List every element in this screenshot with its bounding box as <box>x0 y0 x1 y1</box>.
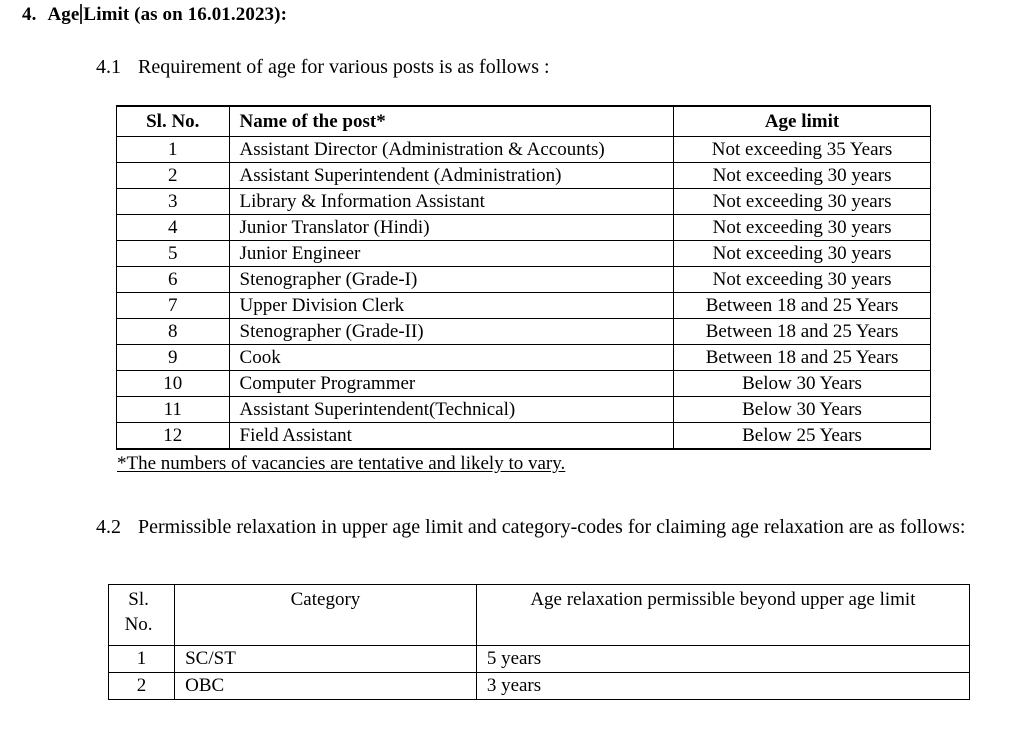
cell-age: Not exceeding 35 Years <box>674 137 931 163</box>
cell-post: Assistant Director (Administration & Accounts) <box>229 137 674 163</box>
cell-age: Not exceeding 30 years <box>674 241 931 267</box>
subsection-4-1-number: 4.1 <box>96 56 121 78</box>
cell-sl: 7 <box>117 293 230 319</box>
cell-sl: 4 <box>117 215 230 241</box>
cell-post: Computer Programmer <box>229 371 674 397</box>
column-header-sl-no <box>109 585 175 646</box>
cell-sl: 5 <box>117 241 230 267</box>
table-row <box>117 215 931 241</box>
cell-age: Below 30 Years <box>674 397 931 423</box>
cell-category: SC/ST <box>175 646 477 673</box>
cell-sl: 1 <box>109 646 175 673</box>
subsection-4-1 <box>96 54 976 80</box>
column-header-sl-no: Sl. No. <box>117 106 230 137</box>
cell-sl: 10 <box>117 371 230 397</box>
cell-post: Assistant Superintendent (Administration) <box>229 163 674 189</box>
table-row <box>117 189 931 215</box>
cell-sl: 1 <box>117 137 230 163</box>
table-header-row <box>109 585 970 646</box>
cell-relaxation: 3 years <box>476 673 969 700</box>
cell-relaxation: 5 years <box>476 646 969 673</box>
column-header-sl-line2: No. <box>124 614 153 635</box>
cell-sl: 2 <box>109 673 175 700</box>
cell-age: Not exceeding 30 years <box>674 267 931 293</box>
table-row <box>117 137 931 163</box>
subsection-4-1-text: Requirement of age for various posts is as follows : <box>138 56 550 78</box>
cell-sl: 6 <box>117 267 230 293</box>
cell-age: Not exceeding 30 years <box>674 189 931 215</box>
subsection-4-2-text: Permissible relaxation in upper age limit and category-codes for claiming age relaxation are as follows: <box>138 516 966 538</box>
cell-post: Library & Information Assistant <box>229 189 674 215</box>
table-row <box>109 646 970 673</box>
cell-sl: 8 <box>117 319 230 345</box>
cell-post: Field Assistant <box>229 423 674 450</box>
table-row <box>117 293 931 319</box>
column-header-post: Name of the post* <box>229 106 674 137</box>
table-row <box>117 241 931 267</box>
table-row <box>109 673 970 700</box>
cell-category: OBC <box>175 673 477 700</box>
subsection-4-2 <box>96 514 986 540</box>
column-header-relaxation: Age relaxation permissible beyond upper age limit <box>476 585 969 646</box>
cell-post: Assistant Superintendent(Technical) <box>229 397 674 423</box>
table-row <box>117 423 931 450</box>
cell-post: Stenographer (Grade-II) <box>229 319 674 345</box>
cell-age: Between 18 and 25 Years <box>674 293 931 319</box>
table-row <box>117 163 931 189</box>
age-relaxation-table <box>108 584 970 700</box>
cell-age: Below 30 Years <box>674 371 931 397</box>
cell-post: Junior Translator (Hindi) <box>229 215 674 241</box>
column-header-category: Category <box>175 585 477 646</box>
table-header-row <box>117 106 931 137</box>
column-header-age: Age limit <box>674 106 931 137</box>
cell-sl: 12 <box>117 423 230 450</box>
heading-text-after-caret: Limit (as on 16.01.2023): <box>83 4 287 25</box>
cell-age: Between 18 and 25 Years <box>674 319 931 345</box>
cell-post: Cook <box>229 345 674 371</box>
table-row <box>117 371 931 397</box>
cell-post: Stenographer (Grade-I) <box>229 267 674 293</box>
table-row <box>117 397 931 423</box>
table-row <box>117 267 931 293</box>
subsection-4-2-number: 4.2 <box>96 516 121 538</box>
cell-age: Not exceeding 30 years <box>674 163 931 189</box>
table-row <box>117 345 931 371</box>
page-title <box>22 4 287 26</box>
section-number: 4. <box>22 4 37 25</box>
table-row <box>117 319 931 345</box>
cell-sl: 9 <box>117 345 230 371</box>
heading-text-before-caret: Age <box>47 4 80 25</box>
cell-age: Not exceeding 30 years <box>674 215 931 241</box>
cell-sl: 11 <box>117 397 230 423</box>
cell-sl: 2 <box>117 163 230 189</box>
cell-sl: 3 <box>117 189 230 215</box>
cell-age: Below 25 Years <box>674 423 931 450</box>
cell-post: Upper Division Clerk <box>229 293 674 319</box>
vacancies-footnote: *The numbers of vacancies are tentative and likely to vary. <box>117 453 566 474</box>
column-header-sl-line1: Sl. <box>128 589 149 610</box>
cell-post: Junior Engineer <box>229 241 674 267</box>
posts-age-limit-table <box>116 105 931 450</box>
cell-age: Between 18 and 25 Years <box>674 345 931 371</box>
